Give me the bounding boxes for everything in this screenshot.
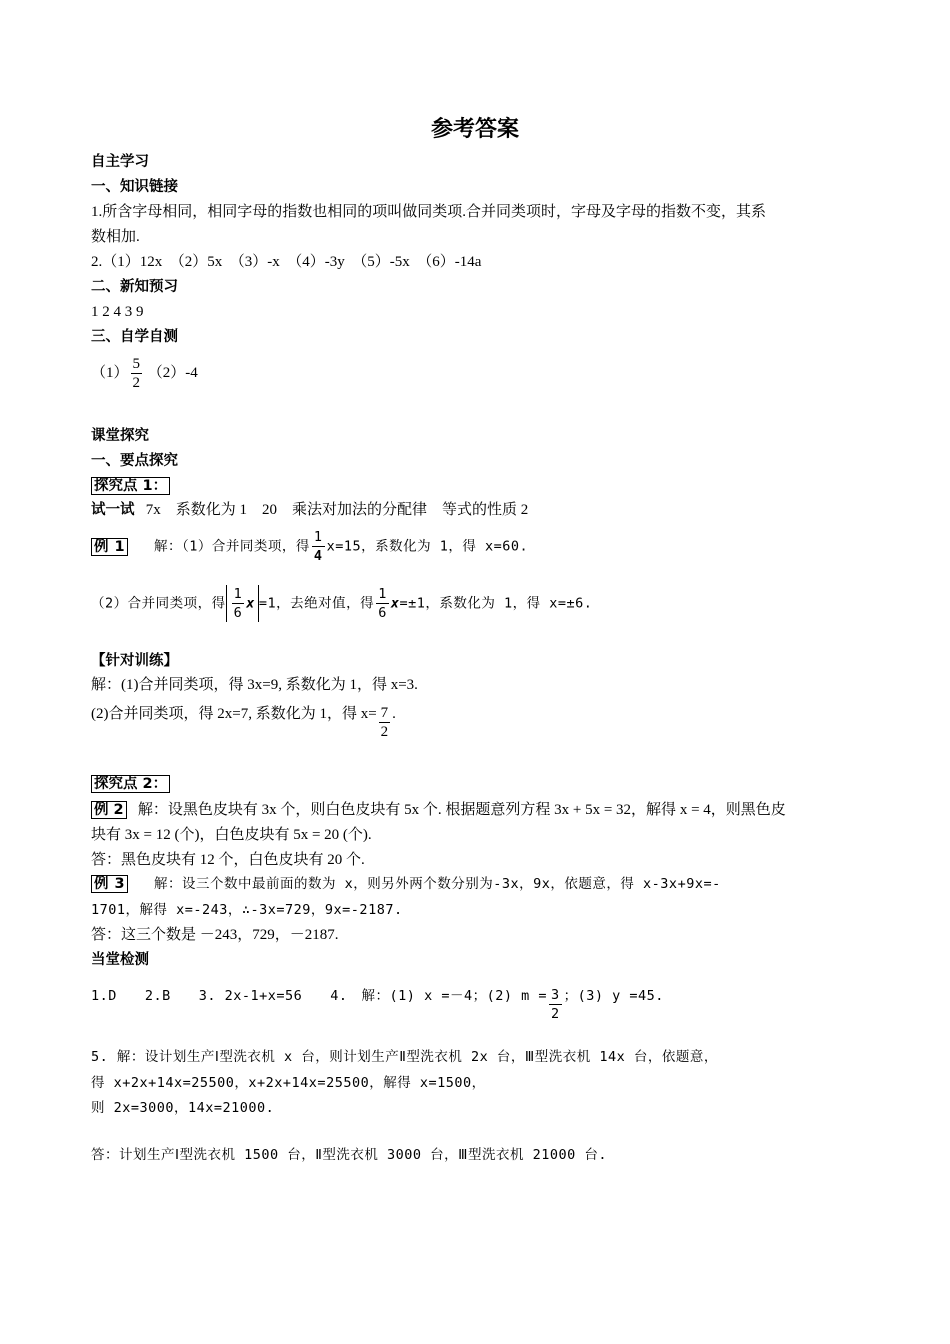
- example-2-label: 例 2: [91, 801, 127, 819]
- knowledge-line-2: 数相加.: [91, 229, 140, 245]
- denominator: 4: [313, 548, 323, 564]
- heading-knowledge: 一、知识链接: [91, 179, 178, 195]
- numerator: 1: [233, 586, 243, 602]
- example-3-line-2: 1701，解得 x=-243，∴-3x=729，9x=-2187.: [91, 902, 403, 918]
- training-2-end: .: [392, 706, 396, 722]
- heading-preview: 二、新知预习: [91, 279, 178, 295]
- self-test-p1: （1）: [91, 364, 129, 381]
- example-1b-text-b: =1，去绝对值，得: [258, 595, 375, 612]
- example-3-line-1: [91, 874, 721, 894]
- fraction: [379, 704, 391, 741]
- check-5-line-3: 则 2x=3000，14x=21000.: [91, 1100, 275, 1116]
- knowledge-line-1: 1.所含字母相同，相同字母的指数也相同的项叫做同类项.合并同类项时，字母及字母的指数不变，其系: [91, 204, 767, 220]
- fraction: [549, 986, 562, 1023]
- try-text: 7x 系数化为 1 20 乘法对加法的分配律 等式的性质 2: [145, 502, 529, 518]
- check-text-b: ；(3) y =45.: [563, 988, 664, 1004]
- example-1-text-a: 解：（1）合并同类项，得: [154, 538, 310, 555]
- fraction: [131, 355, 143, 392]
- training-1: 解：(1)合并同类项，得 3x=9, 系数化为 1，得 x=3.: [91, 677, 418, 693]
- explore-point-2-label: 探究点 2：: [91, 775, 170, 793]
- check-5-line-1: 5. 解：设计划生产Ⅰ型洗衣机 x 台，则计划生产Ⅱ型洗衣机 2x 台，Ⅲ型洗衣机 14x 台，依题意，: [91, 1049, 718, 1065]
- preview-answer: 1 2 4 3 9: [91, 304, 144, 320]
- denominator: 2: [132, 375, 141, 391]
- numerator: 5: [132, 356, 141, 372]
- denominator: 2: [380, 724, 389, 740]
- training-2-text: (2)合并同类项，得 2x=7, 系数化为 1，得 x=: [91, 706, 377, 722]
- example-1b-text-c: =±1，系数化为 1，得 x=±6.: [399, 595, 593, 612]
- example-2-line-1: [91, 800, 786, 820]
- example-1-text-b: x=15，系数化为 1，得 x=60.: [326, 538, 529, 555]
- explore-point-1: [91, 476, 170, 496]
- section-class-check: 当堂检测: [91, 952, 149, 968]
- heading-key-points: 一、要点探究: [91, 453, 178, 469]
- variable: x: [390, 595, 400, 612]
- example-1-label: 例 1: [91, 538, 128, 556]
- absolute-value: [226, 585, 259, 622]
- training-2: [91, 704, 396, 741]
- example-1b-text-a: （2）合并同类项，得: [91, 595, 226, 612]
- explore-point-2: [91, 774, 170, 794]
- example-3-text: 解：设三个数中最前面的数为 x，则另外两个数分别为-3x，9x，依题意，得 x-3x+9x=-: [154, 876, 721, 892]
- example-2-answer: 答：黑色皮块有 12 个，白色皮块有 20 个.: [91, 852, 365, 868]
- self-test-answer: [91, 355, 198, 392]
- section-class: 课堂探究: [91, 428, 149, 444]
- example-3-answer: 答：这三个数是 －243，729，－2187.: [91, 927, 339, 943]
- numerator: 3: [550, 987, 560, 1003]
- variable: x: [246, 595, 255, 612]
- denominator: 6: [233, 605, 243, 621]
- fraction: [232, 585, 245, 622]
- fraction: [376, 585, 389, 622]
- try-label: 试一试: [91, 502, 135, 518]
- check-5-answer: 答：计划生产Ⅰ型洗衣机 1500 台，Ⅱ型洗衣机 3000 台，Ⅲ型洗衣机 21000 台.: [91, 1147, 607, 1163]
- heading-self-test: 三、自学自测: [91, 329, 178, 345]
- numerator: 7: [380, 705, 389, 721]
- numerator: 1: [378, 586, 387, 602]
- check-5-line-2: 得 x+2x+14x=25500，x+2x+14x=25500，解得 x=1500，: [91, 1075, 486, 1091]
- numerator: 1: [313, 529, 323, 545]
- check-text-a: 1.D 2.B 3. 2x-1+x=56 4. 解：(1) x =－4；(2) m =: [91, 988, 547, 1004]
- self-test-p2: （2）-4: [147, 364, 198, 381]
- page-title: 参考答案: [430, 117, 519, 142]
- example-1-part-2: [91, 585, 592, 622]
- try-it-line: [91, 500, 528, 520]
- section-self-study: 自主学习: [91, 154, 149, 170]
- example-3-label: 例 3: [91, 875, 128, 893]
- fraction: [312, 528, 325, 565]
- example-2-text: 解：设黑色皮块有 3x 个，则白色皮块有 5x 个. 根据题意列方程 3x + 5x = 32，解得 x = 4，则黑色皮: [137, 802, 786, 818]
- denominator: 6: [378, 605, 387, 621]
- denominator: 2: [550, 1006, 560, 1022]
- targeted-training-heading: 【针对训练】: [91, 653, 178, 669]
- explore-point-1-label: 探究点 1：: [91, 477, 170, 495]
- check-answers-1-4: [91, 986, 664, 1023]
- example-1: [91, 528, 528, 565]
- knowledge-item-2: 2.（1）12x （2）5x （3）-x （4）-3y （5）-5x （6）-14a: [91, 254, 482, 270]
- example-2-line-2: 块有 3x = 12 (个)，白色皮块有 5x = 20 (个).: [91, 827, 372, 843]
